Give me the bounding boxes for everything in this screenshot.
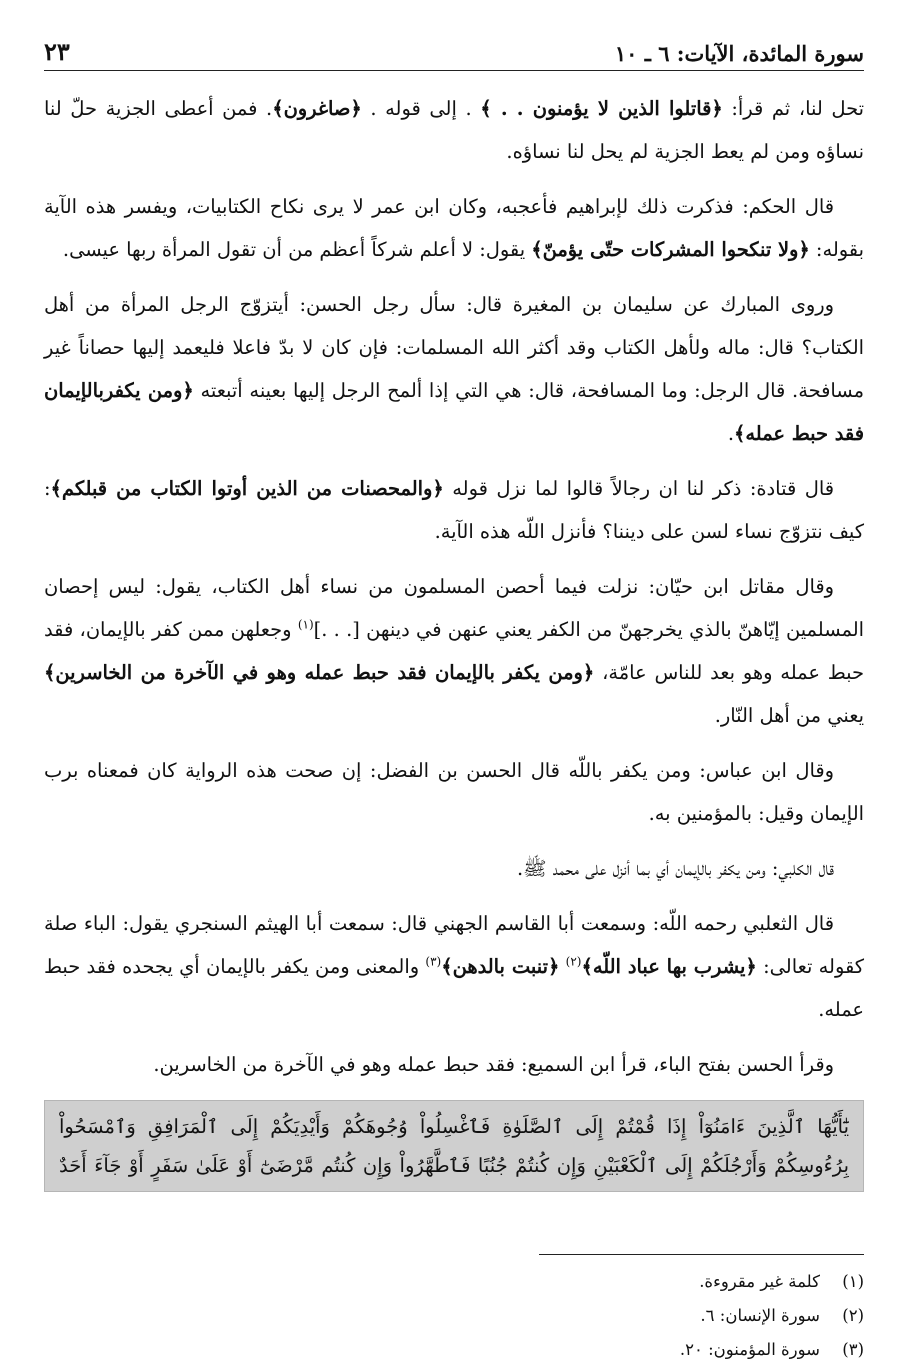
quran-quote: ﴿ولا تنكحوا المشركات حتّى يؤمنّ﴾ — [531, 238, 810, 261]
text-segment: يعني من أهل النّار. — [714, 704, 864, 727]
quran-quote: ﴿والمحصنات من الذين أوتوا الكتاب من قبلكم﴾ — [50, 477, 444, 500]
quran-verse-line-2: بِرُءُوسِكُمْ وَأَرْجُلَكُمْ إِلَى ٱلْكَعْبَيْنِ وَإِن كُنتُمْ جُنُبًا فَٱطَّهَّرُواْ وَإِن كُنتُم مَّرْضَىٰٓ أَوْ عَلَىٰ سَفَرٍ أَوْ جَآءَ أَحَدٌ — [59, 1154, 849, 1177]
footnote-item — [44, 1299, 864, 1333]
text-segment: وقال ابن عباس: ومن يكفر باللّه قال الحسن بن الفضل: إن صحت هذه الرواية كان فمعناه برب الإيمان وقيل: بالمؤمنين به. — [44, 759, 864, 825]
paragraph — [44, 467, 864, 553]
text-segment: والمعنى ومن يكفر بالإيمان أي يجحده فقد حبط عمله. — [44, 955, 864, 1021]
paragraph — [44, 749, 864, 835]
footnote-text: سورة الإنسان: ٦. — [700, 1306, 820, 1325]
quran-verse-box — [44, 1100, 864, 1192]
main-text — [44, 87, 864, 1086]
footnote-item — [44, 1265, 864, 1299]
text-segment: قال قتادة: ذكر لنا ان رجالاً قالوا لما نزل قوله — [443, 477, 834, 500]
paragraph — [44, 847, 864, 890]
footnote-number: (٣) — [842, 1340, 864, 1359]
running-header — [44, 28, 864, 71]
paragraph — [44, 1043, 864, 1086]
quran-quote: ﴿ومن يكفر بالإيمان فقد حبط عمله وهو في الآخرة من الخاسرين﴾ — [44, 661, 595, 684]
paragraph — [44, 185, 864, 271]
quran-quote: ﴿قاتلوا الذين لا يؤمنون . . ﴾ — [480, 97, 723, 120]
text-segment: قال الحكم: فذكرت ذلك لإبراهيم فأعجبه، وكان ابن عمر لا يرى نكاح الكتابيات، ويفسر هذه الآية بقوله: — [44, 195, 864, 261]
paragraph — [44, 565, 864, 737]
paragraph — [44, 87, 864, 173]
paragraph — [44, 283, 864, 455]
text-segment: : كيف نتزوّج نساء لسن على ديننا؟ فأنزل اللّه هذه الآية. — [44, 477, 864, 543]
footnote-reference: (٢) — [565, 954, 582, 969]
running-title: سورة المائدة، الآيات: ٦ ـ ١٠ — [614, 41, 864, 66]
quran-verse-line-1: يَٰٓأَيُّهَا ٱلَّذِينَ ءَامَنُوٓاْ إِذَا قُمْتُمْ إِلَى ٱلصَّلَوٰةِ فَٱغْسِلُواْ وُجُوهَكُمْ وَأَيْدِيَكُمْ إِلَى ٱلْمَرَافِقِ وَٱمْسَحُواْ — [59, 1115, 849, 1138]
footnote-reference: (١) — [297, 617, 314, 632]
text-segment: وقرأ الحسن بفتح الباء، قرأ ابن السميع: فقد حبط عمله وهو في الآخرة من الخاسرين. — [153, 1053, 834, 1076]
text-segment: وقال مقاتل ابن حيّان: نزلت فيما أحصن المسلمون من نساء أهل الكتاب، يقول: ليس إحصان المسلمين إيّاهنّ بالذي يخرجهنّ من الكفر يعني عنهن في دينهن [. . .] — [44, 575, 864, 641]
page-number: ٢٣ — [44, 37, 70, 66]
footnotes — [44, 1265, 864, 1367]
footnote-number: (١) — [842, 1272, 864, 1291]
text-segment: وجعلهن ممن كفر بالإيمان، فقد حبط عمله وهو بعد للناس عامّة، — [44, 618, 864, 684]
footnote-item — [44, 1333, 864, 1367]
footnote-text: سورة المؤمنون: ٢٠. — [679, 1340, 820, 1359]
quran-quote: ﴿يشرب بها عباد اللّه﴾ — [581, 955, 757, 978]
paragraph — [44, 902, 864, 1031]
text-segment: يقول: لا أعلم شركاً أعظم من أن تقول المرأة ربها عيسى. — [62, 238, 532, 261]
text-segment: تحل لنا، ثم قرأ: — [722, 97, 864, 120]
text-segment: وروى المبارك عن سليمان بن المغيرة قال: سأل رجل الحسن: أيتزوّج الرجل المرأة من أهل الكتاب؟ قال: ماله ولأهل الكتاب وقد أكثر الله المسلمات: فإن كان لا بدّ فاعلا فليعمد إليها حصاناً غير مسافحة. قال الرجل: وما المسافحة، قال: هي التي إذا ألمح الرجل إليها بعينه أتبعته — [44, 293, 864, 402]
text-segment: . — [727, 422, 735, 445]
text-segment: . فمن أعطى الجزية حلّ لنا نساؤه ومن لم يعط الجزية لم يحل لنا نساؤه. — [44, 97, 864, 163]
quran-quote: ﴿صاغرون﴾ — [272, 97, 362, 120]
footnote-number: (٢) — [842, 1306, 864, 1325]
quran-quote: ﴿تنبت بالدهن﴾ — [441, 955, 560, 978]
footnote-reference: (٣) — [425, 954, 442, 969]
footnote-divider — [539, 1254, 864, 1255]
text-segment: . إلى قوله . — [361, 97, 481, 120]
text-segment: قال الكلبي: ومن يكفر بالإيمان أي بما أنزل على محمد ﷺ. — [517, 857, 834, 880]
text-segment: قال الثعلبي رحمه اللّه: وسمعت أبا القاسم الجهني قال: سمعت أبا الهيثم السنجري يقول: الباء صلة كقوله تعالى: — [44, 912, 864, 978]
footnote-text: كلمة غير مقروءة. — [699, 1272, 820, 1291]
quran-quote: ﴿ومن يكفربالإيمان فقد حبط عمله﴾ — [44, 379, 864, 445]
